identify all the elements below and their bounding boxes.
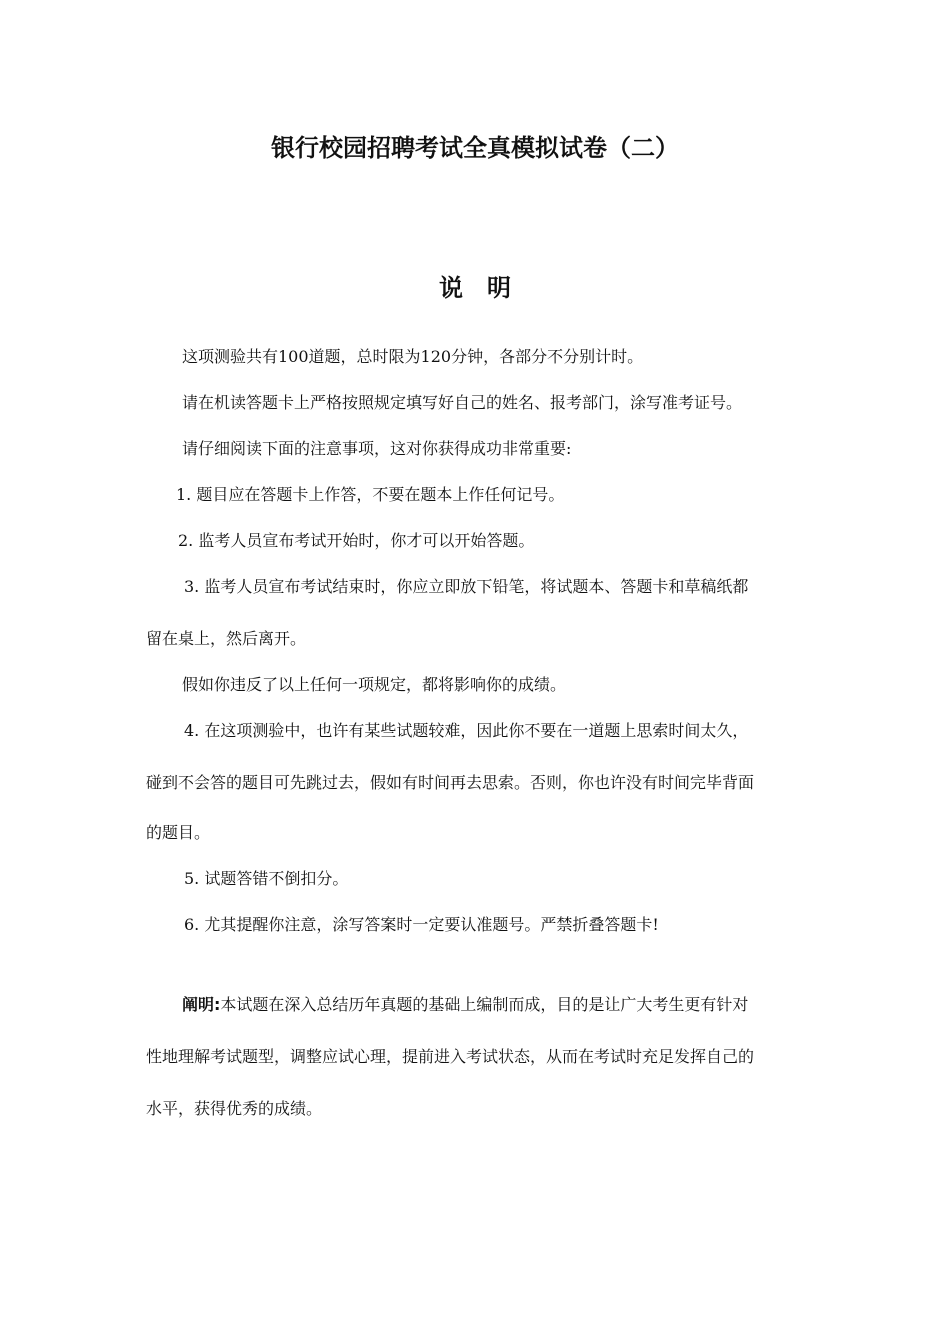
instruction-line: 假如你违反了以上任何一项规定，都将影响你的成绩。 xyxy=(182,675,567,694)
instruction-item: 6. 尤其提醒你注意，涂写答案时一定要认准题号。严禁折叠答题卡! xyxy=(184,915,659,934)
instruction-item: 4. 在这项测验中，也许有某些试题较难，因此你不要在一道题上思索时间太久， xyxy=(184,721,749,740)
instructions-heading: 说明 xyxy=(439,274,535,302)
instruction-item: 5. 试题答错不倒扣分。 xyxy=(184,869,349,888)
instruction-item: 1. 题目应在答题卡上作答，不要在题本上作任何记号。 xyxy=(176,485,565,504)
instruction-line: 请在机读答题卡上严格按照规定填写好自己的姓名、报考部门，涂写准考证号。 xyxy=(182,393,743,412)
note-line: 性地理解考试题型，调整应试心理，提前进入考试状态，从而在考试时充足发挥自己的 xyxy=(146,1047,755,1066)
note-label: 阐明: xyxy=(182,995,221,1014)
document-title: 银行校园招聘考试全真模拟试卷（二） xyxy=(271,134,679,162)
instruction-item: 3. 监考人员宣布考试结束时，你应立即放下铅笔，将试题本、答题卡和草稿纸都 xyxy=(184,577,749,596)
instruction-line: 这项测验共有100道题，总时限为120分钟，各部分不分别计时。 xyxy=(182,347,644,366)
note-text: 本试题在深入总结历年真题的基础上编制而成，目的是让广大考生更有针对 xyxy=(220,995,749,1014)
instruction-line: 请仔细阅读下面的注意事项，这对你获得成功非常重要: xyxy=(182,439,572,458)
instruction-item-continued: 的题目。 xyxy=(146,823,211,842)
note-first-line xyxy=(182,994,748,1016)
instruction-item-continued: 留在桌上，然后离开。 xyxy=(146,629,307,648)
instruction-item-continued: 碰到不会答的题目可先跳过去，假如有时间再去思索。否则，你也许没有时间完毕背面 xyxy=(146,773,755,792)
instruction-item: 2. 监考人员宣布考试开始时，你才可以开始答题。 xyxy=(178,531,535,550)
note-line: 水平，获得优秀的成绩。 xyxy=(146,1099,323,1118)
